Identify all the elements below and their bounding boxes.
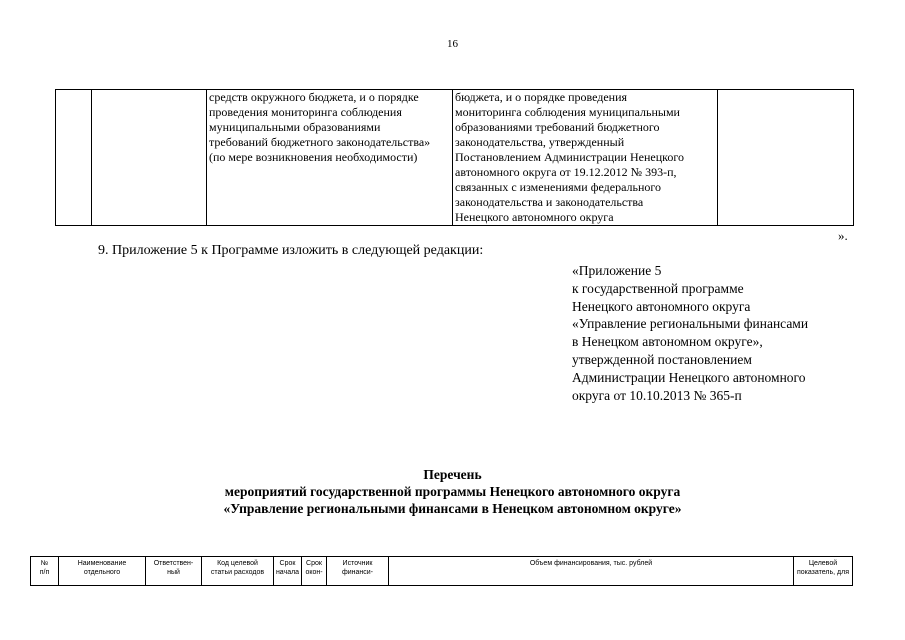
header-cell-name <box>59 557 146 586</box>
header-line: начала <box>275 569 300 576</box>
header-cell-end <box>302 557 327 586</box>
table-cell-deadline <box>207 90 453 226</box>
cell-line: (по мере возникновения необходимости) <box>209 150 418 164</box>
appendix-line: «Приложение 5 <box>572 263 662 278</box>
title-line: «Управление региональными финансами в Ненецком автономном округе» <box>223 501 682 516</box>
header-line: окон- <box>305 569 323 576</box>
header-line: Источник <box>342 560 373 567</box>
cell-line: бюджета, и о порядке проведения <box>455 90 628 104</box>
cell-line: связанных с изменениями федерального <box>455 180 662 194</box>
header-line: показатель, для <box>796 569 850 576</box>
header-cell-start <box>274 557 302 586</box>
page-number: 16 <box>447 38 458 50</box>
measures-table-header <box>30 556 853 586</box>
header-line: Срок <box>306 560 322 567</box>
header-line: отдельного <box>83 569 121 576</box>
table-cell-empty <box>56 90 92 226</box>
appendix-line: Ненецкого автономного округа <box>572 298 751 314</box>
header-line: финанси- <box>341 569 374 576</box>
cell-line: Постановлением Администрации Ненецкого <box>455 150 684 164</box>
cell-line: требований бюджетного законодательства» <box>209 135 431 149</box>
continuation-table <box>55 89 854 226</box>
header-line: ный <box>167 569 180 576</box>
cell-line: проведения мониторинга соблюдения <box>209 105 402 119</box>
header-line: п/п <box>39 569 50 576</box>
cell-line: муниципальными образованиями <box>209 120 381 134</box>
header-cell-funding <box>389 557 794 586</box>
table-cell-empty <box>92 90 207 226</box>
cell-line: мониторинга соблюдения муниципальными <box>455 105 680 119</box>
quote-close: ». <box>838 228 848 243</box>
header-cell-number <box>31 557 59 586</box>
header-cell-code <box>202 557 274 586</box>
header-line: Наименование <box>77 560 127 567</box>
table-cell-description <box>453 90 718 226</box>
cell-line: автономного округа от 19.12.2012 № 393-п, <box>455 165 677 179</box>
cell-line: средств окружного бюджета, и о порядке <box>209 90 419 104</box>
title-line: Перечень <box>423 467 482 482</box>
header-cell-target <box>794 557 853 586</box>
header-line: Ответствен- <box>153 560 194 567</box>
header-line: № <box>40 560 49 567</box>
appendix-line: округа от 10.10.2013 № 365-п <box>572 387 742 403</box>
table-cell-empty <box>718 90 854 226</box>
appendix-line: утвержденной постановлением <box>572 351 752 367</box>
appendix-header <box>572 262 808 404</box>
header-line: Срок <box>279 560 296 567</box>
header-cell-source <box>327 557 389 586</box>
header-cell-responsible <box>146 557 202 586</box>
appendix-line: в Ненецком автономном округе», <box>572 334 763 350</box>
title-line: мероприятий государственной программы Ненецкого автономного округа <box>224 484 681 499</box>
header-line: Код целевой <box>217 560 258 567</box>
appendix-line: к государственной программе <box>572 280 744 296</box>
appendix-line: «Управление региональными финансами <box>572 316 809 332</box>
appendix-line: Администрации Ненецкого автономного <box>572 369 806 385</box>
header-line: Целевой <box>808 560 838 567</box>
cell-line: Ненецкого автономного округа <box>455 210 614 224</box>
header-line: статьи расходов <box>210 569 265 576</box>
header-line: Объем финансирования, тыс. рублей <box>529 560 653 567</box>
item-9-text: 9. Приложение 5 к Программе изложить в следующей редакции: <box>98 243 484 258</box>
document-title <box>0 466 905 517</box>
cell-line: законодательства, утвержденный <box>455 135 625 149</box>
cell-line: образованиями требований бюджетного <box>455 120 660 134</box>
cell-line: законодательства и законодательства <box>455 195 644 209</box>
